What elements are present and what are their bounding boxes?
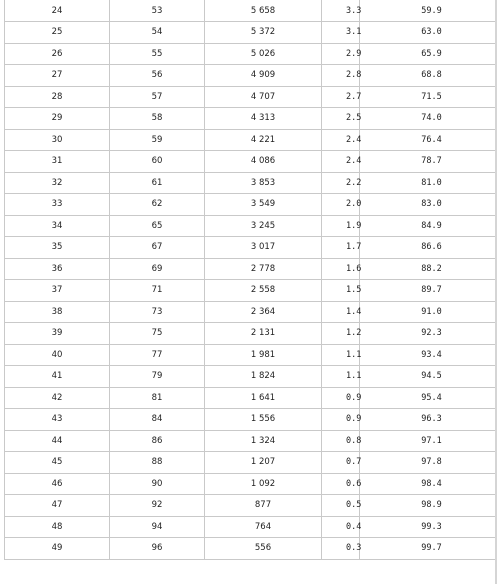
col-1-cell: 33 [5, 194, 110, 216]
col-3-cell: 2 558 [205, 280, 322, 302]
col-1-cell: 49 [5, 538, 110, 560]
col-5-cell: 93.4 [360, 344, 496, 366]
col-3-cell: 2 778 [205, 258, 322, 280]
col-2-cell: 56 [110, 65, 205, 87]
col-1-cell: 36 [5, 258, 110, 280]
col-5-cell: 88.2 [360, 258, 496, 280]
col-2-cell: 94 [110, 516, 205, 538]
col-4-cell: 3.1 [322, 22, 360, 44]
col-1-cell: 32 [5, 172, 110, 194]
table-row [5, 65, 496, 87]
col-3-cell: 764 [205, 516, 322, 538]
col-2-cell: 54 [110, 22, 205, 44]
table-row [5, 409, 496, 431]
col-4-cell: 0.4 [322, 516, 360, 538]
col-2-cell: 71 [110, 280, 205, 302]
col-2-cell: 55 [110, 43, 205, 65]
col-1-cell: 29 [5, 108, 110, 130]
col-5-cell: 76.4 [360, 129, 496, 151]
col-1-cell: 46 [5, 473, 110, 495]
col-3-cell: 4 909 [205, 65, 322, 87]
col-2-cell: 77 [110, 344, 205, 366]
col-2-cell: 92 [110, 495, 205, 517]
col-5-cell: 91.0 [360, 301, 496, 323]
col-4-cell: 2.5 [322, 108, 360, 130]
col-2-cell: 58 [110, 108, 205, 130]
data-table [4, 0, 496, 560]
col-4-cell: 0.7 [322, 452, 360, 474]
col-3-cell: 5 026 [205, 43, 322, 65]
col-2-cell: 69 [110, 258, 205, 280]
col-4-cell: 2.4 [322, 151, 360, 173]
table-row [5, 43, 496, 65]
col-1-cell: 43 [5, 409, 110, 431]
col-1-cell: 37 [5, 280, 110, 302]
col-1-cell: 26 [5, 43, 110, 65]
col-2-cell: 88 [110, 452, 205, 474]
col-3-cell: 4 707 [205, 86, 322, 108]
col-5-cell: 81.0 [360, 172, 496, 194]
table-row [5, 323, 496, 345]
table-row [5, 194, 496, 216]
col-1-cell: 39 [5, 323, 110, 345]
col-3-cell: 1 092 [205, 473, 322, 495]
col-3-cell: 877 [205, 495, 322, 517]
col-4-cell: 2.2 [322, 172, 360, 194]
col-5-cell: 97.1 [360, 430, 496, 452]
col-5-cell: 89.7 [360, 280, 496, 302]
col-5-cell: 74.0 [360, 108, 496, 130]
col-4-cell: 2.8 [322, 65, 360, 87]
col-2-cell: 60 [110, 151, 205, 173]
col-5-cell: 99.7 [360, 538, 496, 560]
table-row [5, 473, 496, 495]
col-1-cell: 45 [5, 452, 110, 474]
col-5-cell: 98.9 [360, 495, 496, 517]
col-4-cell: 0.9 [322, 409, 360, 431]
col-2-cell: 67 [110, 237, 205, 259]
col-4-cell: 2.9 [322, 43, 360, 65]
col-3-cell: 3 245 [205, 215, 322, 237]
col-5-cell: 96.3 [360, 409, 496, 431]
table-body [5, 0, 496, 559]
col-3-cell: 4 221 [205, 129, 322, 151]
col-3-cell: 3 017 [205, 237, 322, 259]
col-4-cell: 0.5 [322, 495, 360, 517]
col-1-cell: 38 [5, 301, 110, 323]
col-3-cell: 4 313 [205, 108, 322, 130]
table-row [5, 22, 496, 44]
table-row [5, 215, 496, 237]
col-4-cell: 1.1 [322, 366, 360, 388]
col-3-cell: 3 549 [205, 194, 322, 216]
col-3-cell: 1 641 [205, 387, 322, 409]
table-row [5, 151, 496, 173]
col-4-cell: 0.6 [322, 473, 360, 495]
col-4-cell: 2.0 [322, 194, 360, 216]
col-5-cell: 78.7 [360, 151, 496, 173]
col-3-cell: 1 981 [205, 344, 322, 366]
table-row [5, 237, 496, 259]
col-1-cell: 27 [5, 65, 110, 87]
col-3-cell: 3 853 [205, 172, 322, 194]
col-4-cell: 3.3 [322, 0, 360, 22]
table-row [5, 258, 496, 280]
col-5-cell: 68.8 [360, 65, 496, 87]
col-3-cell: 5 372 [205, 22, 322, 44]
col-1-cell: 40 [5, 344, 110, 366]
col-5-cell: 97.8 [360, 452, 496, 474]
col-3-cell: 1 824 [205, 366, 322, 388]
table-row [5, 430, 496, 452]
col-4-cell: 1.4 [322, 301, 360, 323]
col-1-cell: 34 [5, 215, 110, 237]
col-1-cell: 42 [5, 387, 110, 409]
col-2-cell: 79 [110, 366, 205, 388]
col-4-cell: 0.8 [322, 430, 360, 452]
col-5-cell: 95.4 [360, 387, 496, 409]
col-4-cell: 2.7 [322, 86, 360, 108]
col-1-cell: 24 [5, 0, 110, 22]
col-2-cell: 57 [110, 86, 205, 108]
col-4-cell: 1.5 [322, 280, 360, 302]
col-1-cell: 31 [5, 151, 110, 173]
col-3-cell: 2 131 [205, 323, 322, 345]
col-4-cell: 1.1 [322, 344, 360, 366]
table-row [5, 0, 496, 22]
col-2-cell: 73 [110, 301, 205, 323]
col-2-cell: 75 [110, 323, 205, 345]
col-3-cell: 1 324 [205, 430, 322, 452]
table-row [5, 452, 496, 474]
table-row [5, 129, 496, 151]
col-2-cell: 65 [110, 215, 205, 237]
col-1-cell: 28 [5, 86, 110, 108]
table-row [5, 516, 496, 538]
col-1-cell: 35 [5, 237, 110, 259]
col-1-cell: 48 [5, 516, 110, 538]
table-row [5, 301, 496, 323]
col-2-cell: 59 [110, 129, 205, 151]
col-3-cell: 1 556 [205, 409, 322, 431]
col-5-cell: 86.6 [360, 237, 496, 259]
col-1-cell: 47 [5, 495, 110, 517]
col-4-cell: 0.9 [322, 387, 360, 409]
col-3-cell: 556 [205, 538, 322, 560]
page-border [495, 0, 497, 584]
col-2-cell: 62 [110, 194, 205, 216]
table-row [5, 108, 496, 130]
col-4-cell: 1.6 [322, 258, 360, 280]
col-3-cell: 5 658 [205, 0, 322, 22]
col-2-cell: 53 [110, 0, 205, 22]
col-1-cell: 30 [5, 129, 110, 151]
col-5-cell: 65.9 [360, 43, 496, 65]
col-3-cell: 2 364 [205, 301, 322, 323]
col-3-cell: 1 207 [205, 452, 322, 474]
col-2-cell: 61 [110, 172, 205, 194]
col-5-cell: 92.3 [360, 323, 496, 345]
col-1-cell: 44 [5, 430, 110, 452]
table-row [5, 387, 496, 409]
col-5-cell: 71.5 [360, 86, 496, 108]
col-2-cell: 86 [110, 430, 205, 452]
col-4-cell: 1.7 [322, 237, 360, 259]
col-4-cell: 1.2 [322, 323, 360, 345]
table-row [5, 344, 496, 366]
table-row [5, 538, 496, 560]
table-row [5, 86, 496, 108]
col-2-cell: 84 [110, 409, 205, 431]
col-2-cell: 96 [110, 538, 205, 560]
table-row [5, 495, 496, 517]
col-1-cell: 25 [5, 22, 110, 44]
col-1-cell: 41 [5, 366, 110, 388]
table-row [5, 366, 496, 388]
col-5-cell: 94.5 [360, 366, 496, 388]
col-4-cell: 2.4 [322, 129, 360, 151]
col-5-cell: 83.0 [360, 194, 496, 216]
col-5-cell: 59.9 [360, 0, 496, 22]
col-4-cell: 0.3 [322, 538, 360, 560]
col-4-cell: 1.9 [322, 215, 360, 237]
col-5-cell: 99.3 [360, 516, 496, 538]
col-5-cell: 84.9 [360, 215, 496, 237]
table-row [5, 280, 496, 302]
col-2-cell: 81 [110, 387, 205, 409]
col-5-cell: 63.0 [360, 22, 496, 44]
table-row [5, 172, 496, 194]
col-3-cell: 4 086 [205, 151, 322, 173]
col-5-cell: 98.4 [360, 473, 496, 495]
col-2-cell: 90 [110, 473, 205, 495]
